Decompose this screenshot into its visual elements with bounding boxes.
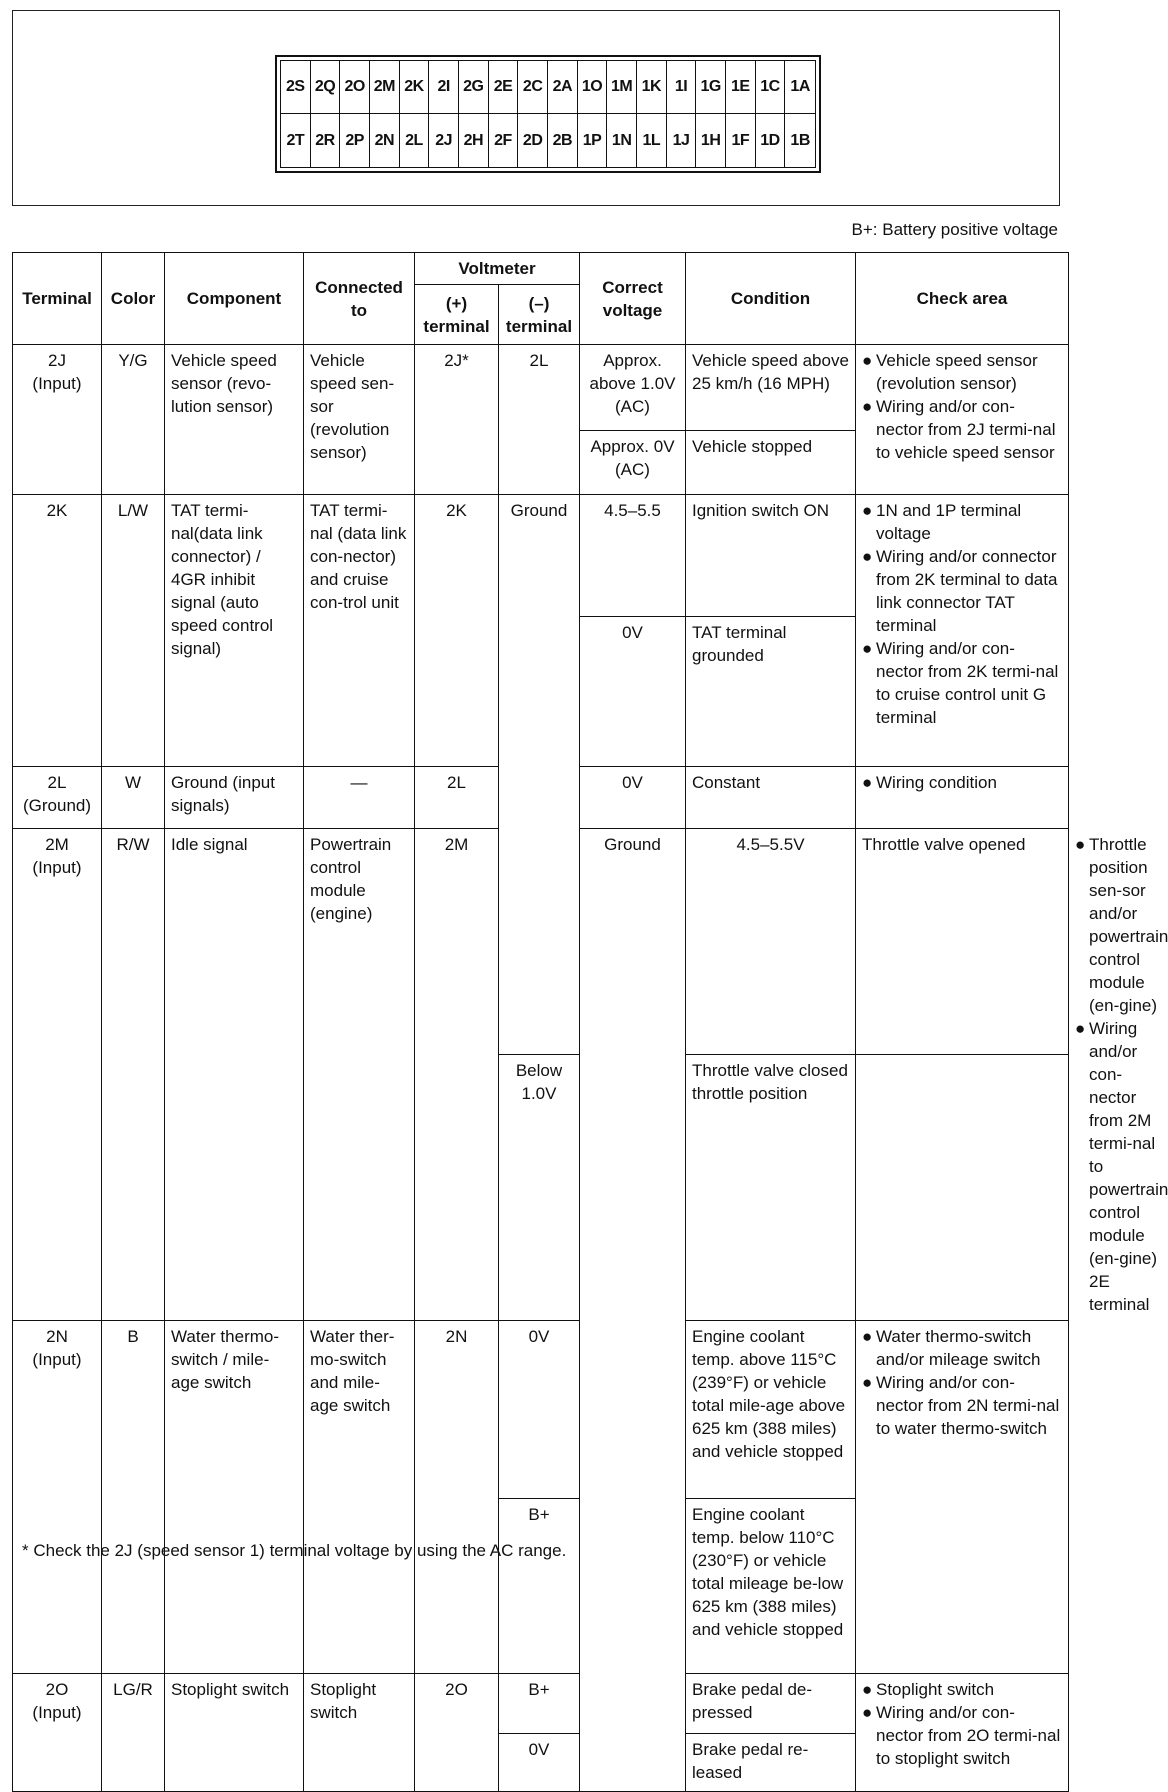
terminal-type: (Input) — [32, 1350, 82, 1369]
voltage-cell: 4.5–5.5 — [580, 495, 686, 617]
voltage-cell: Below 1.0V — [499, 1054, 580, 1320]
table-row-2k — [13, 495, 1069, 617]
connector-pin: 2F — [489, 114, 519, 167]
condition-cell: Ignition switch ON — [686, 495, 856, 617]
component-cell: Water thermo-switch / mile-age switch — [165, 1321, 304, 1674]
connector-pin: 2J — [429, 114, 459, 167]
check-area-cell — [856, 345, 1069, 495]
condition-cell: Vehicle speed above 25 km/h (16 MPH) — [686, 345, 856, 431]
plus-terminal-cell: 2O — [415, 1674, 499, 1792]
connector-diagram — [275, 55, 821, 173]
voltage-cell: 4.5–5.5V — [686, 829, 856, 1055]
connector-pin: 1N — [607, 114, 637, 167]
voltage-cell: 0V — [580, 617, 686, 767]
bullet-icon: ● — [862, 639, 873, 658]
terminal-cell — [13, 495, 102, 767]
condition-cell: Brake pedal re-leased — [686, 1734, 856, 1792]
condition-cell: Throttle valve opened — [856, 829, 1069, 1055]
check-item: Wiring and/or connector from 2K terminal to data link connector TAT terminal — [876, 547, 1058, 635]
check-item: Vehicle speed sensor (revolution sensor) — [876, 351, 1038, 393]
voltage-cell: B+ — [499, 1674, 580, 1734]
header-component: Component — [165, 253, 304, 345]
ground-cell: Ground — [580, 829, 686, 1792]
terminal-id: 2J — [48, 351, 66, 370]
table-row-2j — [13, 345, 1069, 431]
connector-pin: 2B — [548, 114, 578, 167]
connector-pin: 2A — [548, 61, 578, 114]
connector-pin: 2H — [459, 114, 489, 167]
connector-pin: 2T — [281, 114, 311, 167]
bullet-icon: ● — [1075, 1019, 1086, 1038]
component-cell: Ground (input signals) — [165, 767, 304, 829]
connected-cell: — — [304, 767, 415, 829]
condition-cell: Throttle valve closed throttle position — [686, 1054, 856, 1320]
header-voltmeter: Voltmeter — [415, 253, 580, 285]
color-cell: Y/G — [102, 345, 165, 495]
voltage-cell: 0V — [499, 1734, 580, 1792]
plus-terminal-cell: 2M — [415, 829, 499, 1321]
bullet-icon: ● — [862, 351, 873, 370]
terminal-cell — [13, 829, 102, 1321]
check-area-cell — [856, 495, 1069, 767]
plus-terminal-cell: 2L — [415, 767, 499, 829]
voltage-cell: 0V — [580, 767, 686, 829]
plus-terminal-cell: 2J* — [415, 345, 499, 495]
condition-cell: Constant — [686, 767, 856, 829]
plus-terminal-cell: 2K — [415, 495, 499, 767]
check-area-cell — [856, 1321, 1069, 1674]
check-item: Wiring and/or con-nector from 2O termi-nal to stoplight switch — [876, 1703, 1061, 1768]
connector-pin: 1O — [578, 61, 608, 114]
color-cell: W — [102, 767, 165, 829]
header-connected-to: Connected to — [304, 253, 415, 345]
bullet-icon: ● — [862, 773, 873, 792]
check-item: Wiring and/or con-nector from 2J termi-nal to vehicle speed sensor — [876, 397, 1056, 462]
connector-pin: 2D — [518, 114, 548, 167]
header-minus-terminal: (–) terminal — [499, 285, 580, 345]
terminal-id: 2N — [46, 1327, 68, 1346]
terminal-type: (Input) — [32, 1703, 82, 1722]
connector-pin: 2R — [311, 114, 341, 167]
header-condition: Condition — [686, 253, 856, 345]
check-item: Throttle position sen-sor and/or powertrain control module (en-gine) — [1089, 835, 1168, 1015]
bullet-icon: ● — [862, 1703, 873, 1722]
connected-cell: Water ther-mo-switch and mile-age switch — [304, 1321, 415, 1674]
connected-cell: Stoplight switch — [304, 1674, 415, 1792]
terminal-type: (Input) — [32, 374, 82, 393]
voltage-cell: Approx. 0V (AC) — [580, 431, 686, 495]
header-color: Color — [102, 253, 165, 345]
bullet-icon: ● — [862, 1680, 873, 1699]
check-item: Water thermo-switch and/or mileage switch — [876, 1327, 1041, 1369]
terminal-type: (Ground) — [22, 796, 92, 815]
plus-terminal-cell: 2N — [415, 1321, 499, 1674]
table-row-2o — [13, 1674, 1069, 1734]
header-plus-terminal: (+) terminal — [415, 285, 499, 345]
color-cell: B — [102, 1321, 165, 1674]
voltage-cell: B+ — [499, 1499, 580, 1674]
connector-pin: 1H — [696, 114, 726, 167]
check-item: Wiring and/or con-nector from 2K termi-nal to cruise control unit G terminal — [876, 639, 1059, 727]
connector-pin: 2Q — [311, 61, 341, 114]
battery-voltage-note: B+: Battery positive voltage — [851, 220, 1058, 239]
connector-pin: 1E — [726, 61, 756, 114]
voltage-cell: 0V — [499, 1321, 580, 1499]
bullet-icon: ● — [862, 501, 873, 520]
terminal-cell — [13, 345, 102, 495]
connector-pin: 2K — [400, 61, 430, 114]
connected-cell: Powertrain control module (engine) — [304, 829, 415, 1321]
condition-cell: Engine coolant temp. above 115°C (239°F) or vehicle total mile-age above 625 km (388 miles) and vehicle stopped — [686, 1321, 856, 1499]
connector-pin: 2M — [370, 61, 400, 114]
terminal-id: 2L — [47, 773, 67, 792]
connector-pin: 1M — [607, 61, 637, 114]
check-area-cell — [856, 767, 1069, 829]
condition-cell: Vehicle stopped — [686, 431, 856, 495]
connector-pin: 2P — [340, 114, 370, 167]
check-item: Wiring condition — [876, 773, 997, 792]
connector-pin: 1B — [790, 131, 810, 149]
check-area-cell — [856, 1674, 1069, 1792]
connector-pin: 1G — [696, 61, 726, 114]
connector-pin: 2I — [429, 61, 459, 114]
connector-pin: 1L — [637, 114, 667, 167]
color-cell: LG/R — [102, 1674, 165, 1792]
terminal-cell — [13, 767, 102, 829]
connector-pin: 1A — [785, 61, 815, 114]
bullet-icon: ● — [862, 547, 873, 566]
header-correct-voltage: Correct voltage — [580, 253, 686, 345]
connected-cell: Vehicle speed sen-sor (revolution sensor) — [304, 345, 415, 495]
bullet-icon: ● — [862, 1327, 873, 1346]
component-cell: Stoplight switch — [165, 1674, 304, 1792]
color-cell: R/W — [102, 829, 165, 1321]
condition-cell: Engine coolant temp. below 110°C (230°F) or vehicle total mileage be-low 625 km (388 miles) and vehicle stopped — [686, 1499, 856, 1674]
component-cell: TAT termi-nal(data link connector) / 4GR inhibit signal (auto speed control signal) — [165, 495, 304, 767]
bullet-icon: ● — [1075, 835, 1086, 854]
connector-pin: 1K — [637, 61, 667, 114]
condition-cell: TAT terminal grounded — [686, 617, 856, 767]
header-terminal: Terminal — [13, 253, 102, 345]
ground-cell: Ground — [499, 495, 580, 1055]
connected-cell: TAT termi-nal (data link con-nector) and cruise con-trol unit — [304, 495, 415, 767]
connector-pin: 2L — [400, 114, 430, 167]
check-item: 1N and 1P terminal voltage — [876, 501, 1022, 543]
footnote: * Check the 2J (speed sensor 1) terminal voltage by using the AC range. — [22, 1541, 567, 1560]
check-item: Wiring and/or con-nector from 2N termi-nal to water thermo-switch — [876, 1373, 1060, 1438]
voltage-cell: Approx. above 1.0V (AC) — [580, 345, 686, 431]
connector-pin: 1I — [667, 61, 697, 114]
connector-pin: 2N — [370, 114, 400, 167]
color-cell: L/W — [102, 495, 165, 767]
connector-pin: 1F — [726, 114, 756, 167]
connector-pin: 1P — [578, 114, 608, 167]
bullet-icon: ● — [862, 1373, 873, 1392]
terminal-id: 2K — [46, 501, 68, 520]
connector-pin: 1C — [756, 61, 786, 114]
bullet-icon: ● — [862, 397, 873, 416]
terminal-cell — [13, 1674, 102, 1792]
connector-pin: 2S — [281, 61, 311, 114]
connector-pin: 1J — [667, 114, 697, 167]
connector-pin: 2G — [459, 61, 489, 114]
component-cell: Idle signal — [165, 829, 304, 1321]
minus-terminal-cell: 2L — [499, 345, 580, 495]
check-item: Wiring and/or con-nector from 2M termi-nal to powertrain control module (en-gine) 2E terminal — [1089, 1019, 1168, 1314]
connector-pin: 1D — [756, 114, 786, 167]
check-item: Stoplight switch — [876, 1680, 995, 1699]
condition-cell: Brake pedal de-pressed — [686, 1674, 856, 1734]
terminal-id: 2O — [45, 1680, 69, 1699]
table-row-2n — [13, 1321, 1069, 1499]
connector-pin: 2E — [489, 61, 519, 114]
header-check-area: Check area — [856, 253, 1069, 345]
terminal-type: (Input) — [32, 858, 82, 877]
connector-pin: 2O — [340, 61, 370, 114]
terminal-id: 2M — [45, 835, 69, 854]
connector-pin: 2C — [518, 61, 548, 114]
connector-pin-grid — [280, 60, 816, 168]
connector-diagram-frame — [12, 10, 1060, 206]
terminal-voltage-table — [12, 252, 1168, 1792]
terminal-cell — [13, 1321, 102, 1674]
component-cell: Vehicle speed sensor (revo-lution sensor) — [165, 345, 304, 495]
